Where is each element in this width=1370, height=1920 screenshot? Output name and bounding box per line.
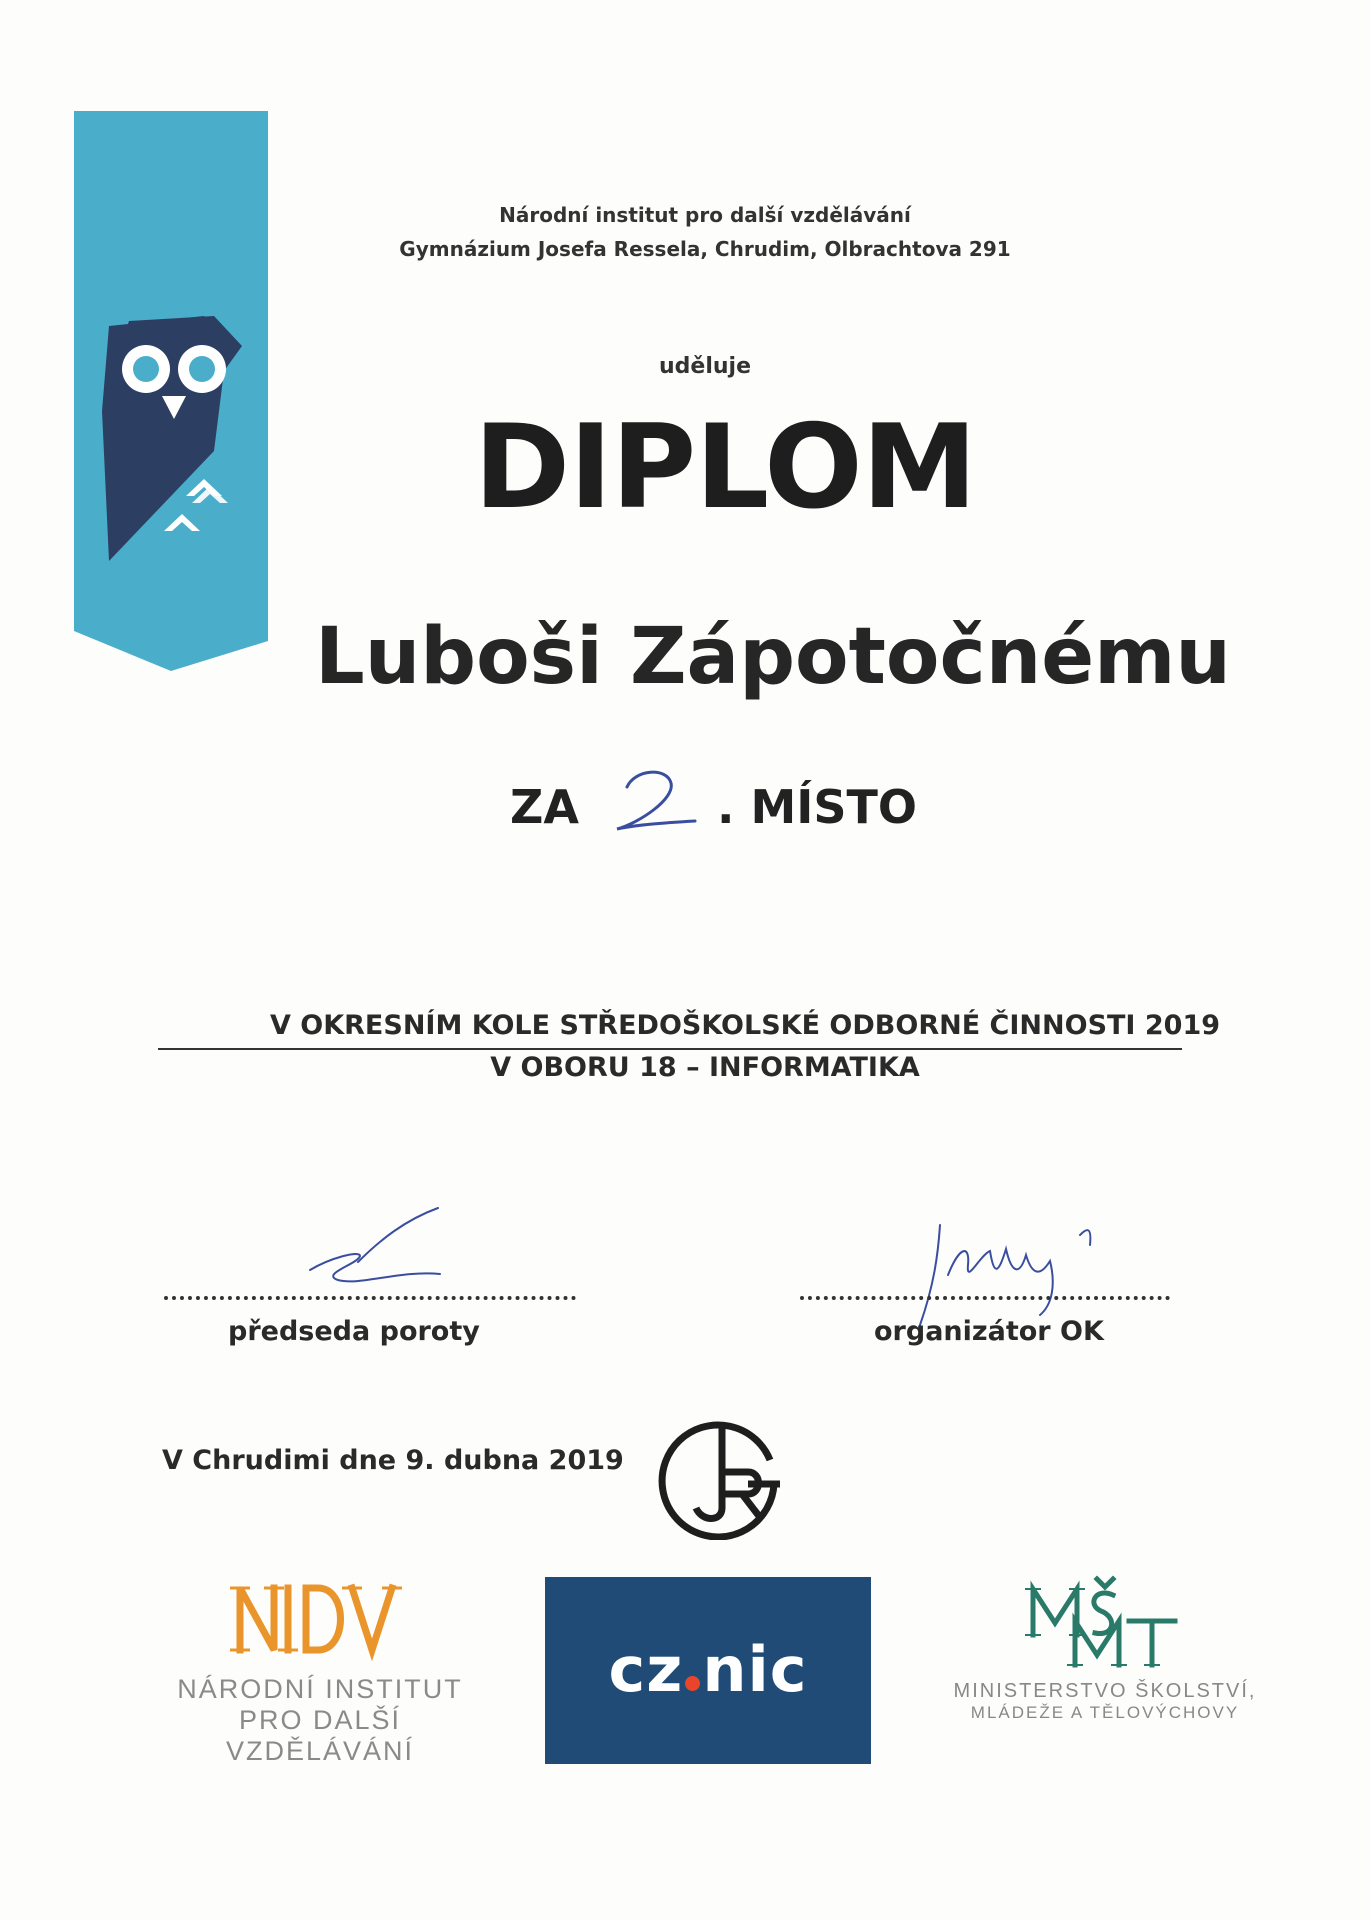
nidv-mark-icon <box>220 1570 420 1670</box>
diploma-title: DIPLOM <box>473 400 977 535</box>
place-and-date: V Chrudimi dne 9. dubna 2019 <box>162 1445 624 1476</box>
nidv-logo <box>150 1570 490 1767</box>
school-name-address: Gymnázium Josefa Ressela, Chrudim, Olbrachtova 291 <box>399 237 1011 261</box>
placement <box>510 780 917 841</box>
msmt-name-line-2: MLÁDEŽE A TĚLOVÝCHOVY <box>970 1703 1240 1722</box>
contest-field: V OBORU 18 – INFORMATIKA <box>490 1052 920 1083</box>
organizer-label: organizátor OK <box>874 1316 1104 1347</box>
msmt-mark-icon <box>1005 1575 1205 1675</box>
school-jgr-logo <box>656 1410 786 1540</box>
cznic-dot-icon <box>685 1676 700 1691</box>
handwritten-place-number <box>605 781 701 841</box>
recipient-name: Luboši Zápotočnému <box>315 612 1231 702</box>
jury-chair-label: předseda poroty <box>228 1316 480 1347</box>
nidv-name-line-3: VZDĚLÁVÁNÍ <box>225 1736 415 1767</box>
jury-chair-signature <box>290 1200 460 1290</box>
placement-suffix: . MÍSTO <box>717 780 917 834</box>
awards-text: uděluje <box>659 354 751 379</box>
cznic-logo <box>545 1577 871 1764</box>
cznic-left-text: cz <box>608 1633 684 1706</box>
nidv-name-line-1: NÁRODNÍ INSTITUT <box>177 1674 463 1704</box>
institute-name: Národní institut pro další vzdělávání <box>499 203 911 227</box>
msmt-name-line-1: MINISTERSTVO ŠKOLSTVÍ, <box>953 1680 1257 1702</box>
cznic-right-text: nic <box>702 1633 808 1706</box>
nidv-name-line-2: PRO DALŠÍ <box>238 1705 402 1736</box>
signature-line-left <box>164 1290 576 1300</box>
divider <box>158 1048 1182 1050</box>
contest-round: V OKRESNÍM KOLE STŘEDOŠKOLSKÉ ODBORNÉ ČINNOSTI 2019 <box>269 1010 1221 1041</box>
msmt-logo <box>905 1575 1305 1723</box>
signature-line-right <box>800 1290 1170 1300</box>
owl-bookmark-logo <box>74 111 268 671</box>
placement-prefix: ZA <box>510 780 579 834</box>
